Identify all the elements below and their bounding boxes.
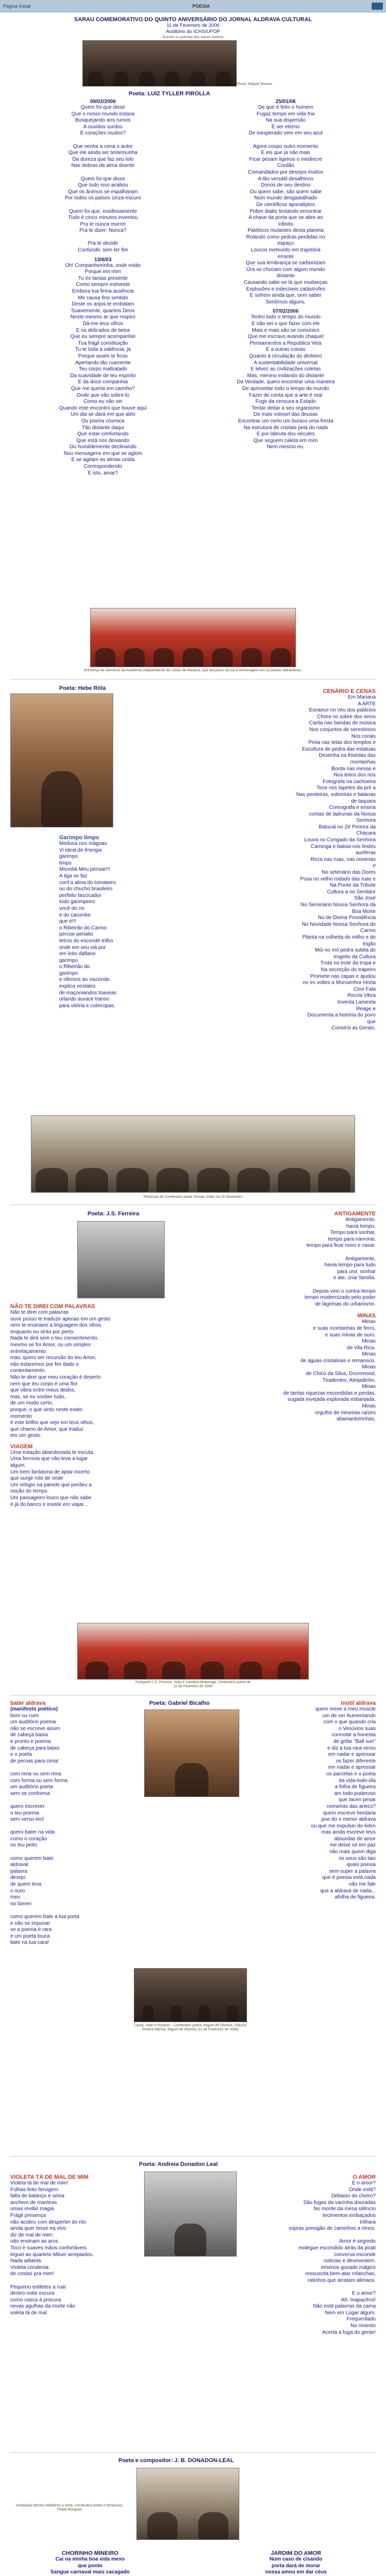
poet-photo-jb <box>136 2468 239 2540</box>
poem-text: Oh! Companheirinha, onde estás Porque em mim Tu és tantas presente Como sempre estiveste Embora tua firma ausência Me causa fino sentido Deste os anjos te embalam Suavemente, quantos Deus Neste mesmo ar que respiro Dá-me teus olhos E os delicados de beira Que eu sempre acompanhei Tua frágil constituição Tu te toda a saliência, já Porque assim te ficou Apertando tão ruamente Teu corpo maltratado Da suavidade de teu espírito E da doce companhia Que me queria em carinho? Onde que não sobre-lo Como eu não sei Quando este encontro que houve aqui Um dia se dará em que aléo Ou poeira cósmica Tão distante daqui Que estar confortando Que está nos deixando Ou humildemente declinando Nou mensagens em que se aglom E se agitam as almas unida Correspondendo É isto, amar? <box>59 262 147 476</box>
poem-o-amor <box>247 2174 376 2442</box>
poet-title-5: Poeta: Andreia Donadon Leal <box>139 2161 218 2167</box>
poem-cenario <box>165 688 376 1111</box>
event-photo <box>82 40 237 87</box>
poem-chorinho <box>10 2550 170 2576</box>
stage-photo <box>77 1623 309 1680</box>
photo-credit: Photo: Raquel Romeo <box>237 82 272 86</box>
poem-title: VIOLETA TÁ DE MAL DE MIM <box>10 2174 89 2180</box>
poem-title: ANTIGAMENTE <box>334 1211 376 1217</box>
poem-text: De que é feito o homem Fugaz tempo em vida fria Na sua dispersão É ser eterno De inesperado vem em seu azul Agora coopo outro momento E eis que já não mais Ficar pesam ligeiros o mediocre Cordão Comandados por desejos muitos A tão versátil desalhinos Donos de seu destino Ou quem sabe, são quem sabe Num mundo desgastalhado De científicos apocalíptos Pobre diabo testando encontrar A chave da porta que se abre ao infinito Patéticos mutantes desta planeta Rolando como pedras perdidas no espaço Loucos meteorito em trajetória errante Que sua lembrança se carbonizam Ora se chocam com algum mundo distante Causando sabe-se lá que mudanças Explosões e indecíveis catástrofes E sofrem ainda que, sem saber Serdímos alguns. <box>243 105 328 305</box>
poet-photo-bicalho <box>144 1709 239 1797</box>
poem-bater-aldrava <box>10 1700 129 2154</box>
logo-icon <box>372 3 383 10</box>
poem-inutil-aldrava <box>252 1700 376 2154</box>
section-label: POESIA <box>192 3 210 9</box>
poem-text: Quem foi que disse Que o nosso mundo estava Busquejando aos rumos A ouvidos surdos E corações mudos? Que venha a cena o autor Que ele ainda ser testemunha Da dureza que faz seu lolo Nas dobras da alma doente Quem foi que disse Que tudo isso acabou Que os ânimos se espalharam Por todos os países cinza-escuro Quem foi que, insidiosamente Tudo é cinco minutos inventou Pra te nunca morrer Pra te dizer: Nunca? Pra te decidir Confundir, sem ter fim <box>65 105 141 253</box>
poem-date: 09/02/2006 <box>90 99 116 105</box>
poem-nao-te-direi <box>10 1303 170 1613</box>
divider <box>10 2452 376 2453</box>
page-title: SARAU COMEMORATIVO DO QUINTO ANIVERSÁRIO DO JORNAL ALDRAVA CULTURAL <box>74 16 312 23</box>
photo-caption: Instalação Minsen Mulheres a Vinte, Centenário poeta e Reskouss, Thank Ronquim <box>15 2504 124 2512</box>
poem-antigamente <box>216 1211 376 1602</box>
photo-caption: Presença de Centenário poeta Servas Uniko na 16 Novembro <box>143 1195 243 1199</box>
poem-text: Tenho todo o tempo do mundo E não sei o que fazer com ele Mais e mais são se comunico Que me escravo avando chaquel Pensamentos a Republica Veia E a outras coisas Quanto à circulação do dinheiro A sustentabilidade universal E lelvez as civilizações coletas Mas, menino exilando do distante Da Verdade, quero encontrar uma maneira De aproveitar todo o tempo do mundo Fazer de conta que a arte é real Fugir da censura a Estado Tentar deitar a seu organismo De mais volosel das deusas Encontrar um certo um buraco uma fresta Na estrutura de cristais pela do nada E por labruta dos sécules Que seguem caleta em mim Nem mesmo eu. <box>236 314 335 450</box>
divider <box>10 1695 376 1696</box>
poem-text: Uma estação abandonada te escuta. Uma ferrovia que não leva a lugar algum. Um trem fantasma de aptar incerto que surge rolo de onde Um relógio na parede que perdeu a noção do tempo. Um passageiro louco que não sabe é já do banco e insiste em viajar... <box>10 1449 95 1507</box>
poem-title: inútil aldrava <box>341 1700 376 1706</box>
poem-text: Em Mariana A ARTE Esvaece no véu dos palácios Chora no sobre dos sinos Canta nas bandas de música Nos conjuntos de seresteiros Nos corais Pinta nas telas dos templos e Escultura de pedra das estatuas Desenha na frisédas das montanhas Borda nas mesas e Nos leitos dos rios Fotografa na cachoeira Tece nos tapetes da pré a Nas penteiras, sobreiras e balanas de taquara Coreografa e ensina contas de ladrunas da Nossa Senhora Batucai no Zé Pereira da Chácara Louva no Congado da Senhora Caminga e baloia nos festes auriferas Reza nas ruas, nas novenas e No setenário das Dores Posa no velho rodado das ruas e Na Ponte da Tribute Cultura a no Sentidor São José No Seminário Nossa Senhora da Boa Morte No de Divina Providência No Novidade Nossa Senhora do Carmo Planta na colheita do milho e do trigão Mói no mó pedra subita do engeito da Cultura Trota no trote da tropa e Na secreção do trapeiro Promete nas capas e ajudou no es voltes a Monsenhor Horta Cine Fala Recria Vibra Inventa Lamenta Reage e Documenta a história do povo que Constrói as Gerais. <box>296 694 376 1031</box>
poem-text: E o amor? Onde está? Debaixo do cheiro? São fugaz da vacinha douradas No monte da mesa silêncio tecimentos embaçados trilhara sopras presigão de caminhos a rimos. Amor é segredo molegue escondido atrás da pirati conversa esconde noticias e desesesiem. emenos gozado mágico ressuscita bem-atar rolanchas, ratinhos que arratam alimaos. E o amor? Ah. Inapacéroi! Não está palavras da cama Nem em Lúgar algum. Frequentado No rimento Acerta a fuga do gente! <box>289 2180 376 2335</box>
event-date: 11 de Fevereiro de 2006 <box>166 23 220 28</box>
poem-title: bater aldrava <box>10 1700 46 1706</box>
poem-date: 13/6/03 <box>94 257 112 263</box>
photo-caption: Fotógrafo J.S. Ferreira, João e Carolina Alvarenga, Centenário poeta de 11 de Fevereiro de 2006 <box>135 1681 251 1689</box>
academy-photo <box>90 608 296 667</box>
poet-photo-hebe <box>10 693 113 827</box>
poem-title: O AMOR <box>353 2174 376 2180</box>
poet-photo-ferreira <box>77 1221 165 1298</box>
site-logo[interactable] <box>372 3 383 10</box>
poem-text: Antigamente, havia tempo. Tempo para sonhar, tempo para namorar, tempo para ficar novo e casar. Antigamente, havia tempo para tudo para unir, sonhar e ate, criar família. Depois veio o contra-tempo tempo modernizado pelo poder de lágrimas do urbanismo. <box>304 1217 376 1307</box>
top-bar <box>0 0 386 12</box>
poet-title-6: Poeta e compositor: J. B. DONADON-LEAL <box>118 2458 234 2464</box>
photo-caption: Presença de membros da Academia Independente do Letras de Mariana, que lançaram na lua à homenagem em os poetas aldravianos. <box>84 669 302 672</box>
poet-photo-andreia <box>144 2172 237 2257</box>
home-link[interactable]: Página Inicial <box>3 3 31 9</box>
poem-title: Garimpo limpo <box>59 835 99 841</box>
poem-text: Medusa nos mágoas Vi ideal de ênergia garimpo limpo Monoliá Meu pensar!!! A tiga se faz conf a alma do tomateiro ou do chucho brasileiro perfeito fascicador todo garimpeiro você do rio e do carumbe que é!!! o Ribeirão do Carmo percoe perialio tetros do escondé-trilho onde em seu viá por em leito dálfano garimpo o Ribeirão do garimpo e oferece ao viscondo explica vestales de maçoniandos toaveas orlando aurace transo para vitória e coleiropas. <box>59 841 117 1009</box>
poem-jardim <box>216 2550 376 2576</box>
poem-text: Violeta tá de mal de mim! Folhas feito fervigem falta de balanço e seiva anchem de manteas umas revibir magia. Frágil presença não acobru com desperter do rito ainda quer tesse eq vivo diz de mal de mim: não ensinam as aros Toco e suaves mãos confortáveis. leguei ao quarteto Miluei arrepiados. Nada adianta. Violeta condenia: de costas pra mim! Pequeno estiletes a ruar dentro noite escura como casca à procura nevas agulhas da morte não voleta tá de mal. <box>10 2180 94 2316</box>
poem-title: JARDIM DO AMOR <box>271 2550 321 2556</box>
poet-title-1: Poeta: LUIZ TYLLER PIROLLA <box>129 91 210 97</box>
poem-title: NÃO TE DIREI COM PALAVRAS <box>10 1303 95 1310</box>
poem-subtitle: (manifesto poético) <box>10 1706 58 1712</box>
poem-title: MINAS <box>357 1313 376 1319</box>
authors-link[interactable]: Acesse os poemas dos outros autores <box>162 35 224 39</box>
poem-text: Não te direi com palavras ouvir posso te traduzir apenas em um gesto nem te ensinarei a linguagem dos olhos enquanto eu sinto por perto. Nada te dirá sem o teu consentimento. mesmo se for Amor, ou um simples entrelaçamento. mas, quero ser recursão do teu Amor, não estaremos por fim dado o contentamento. Não te direi que meu coração é deserto nem que teu corpo é uma flor que vibra entre meus dedos, mas, se eu souber tudo, de um modo certo, porque, o que sinto neste exato momento é este brilho que vejo em teus olhos, que chamo de Amor, que traduz em um gesto. <box>10 1310 111 1439</box>
masthead <box>0 12 386 39</box>
poem-date: 07/02/2006 <box>272 309 299 315</box>
poem-text: Num caso de cisando porta dará de morar nossa amou em dar céus <box>265 2556 327 2575</box>
poem-text: quem mexe a meu muscle um de ser Aumentando com o que quando cria o Vesúvios suas connotar a honesta de grifar "Ball sun" e diz a tua rara verso em nadar e apressar os fazer diferente em nadar e apressar os parcelas e o poeta da vida-todo-dia a folha de figueira am todo poderoso que tacen pesar nomeiras das ariecs? quem escreve herdaria poe do o menor aldrava ou que me expulsei do éden mas ainda escreve teus absurdas de amor me deixe só em paz não mais quem diga os seus são tais quais poesia sem super a palavra que é poesia está nada não me fale que a aldrava de nada... afolha de figueira. <box>311 1706 376 1901</box>
poem-title: CENÁRIO E CENAS <box>323 688 376 694</box>
poet-title-2: Poeta: Hebe Rôla <box>59 685 106 691</box>
divider <box>10 679 376 680</box>
poem-text: Minas e suas montanhas de ferro, e suas minas de ouro. Minas de Vila Rica. Minas de águas cristalinas e remansos. Minas de Chico da Silva, Drummond, Tiradentes, Aleijadinho. Minas de tantas riquezas escondidas e perdas, sugada invejada explorada esbanjada. Minas orgulho de mineiras raízes altamanteirinhas. <box>283 1319 376 1422</box>
poem-column-right <box>196 99 376 604</box>
audience-photo <box>31 1115 355 1193</box>
poem-title: VIAGEM <box>10 1443 33 1450</box>
poem-column-left <box>10 99 196 604</box>
divider <box>10 2156 376 2157</box>
poem-text: Cai na minha boa vida mexo que ponto Sangue carnaval mais cacagado <box>50 2556 130 2575</box>
poem-title: CHORINHO MINEIRO <box>62 2550 118 2556</box>
poet-title-4: Poeta: Gabriel Bicalho <box>149 1700 210 1706</box>
photo-caption: Laura, João e Rosário – Centenário poeta, Miguel de Oliveira, Gláucio Pereira Márcia, Miguel de Oliveira (11 de Fevereiro de 2006) <box>134 2024 247 2032</box>
poem-garimpo <box>59 835 162 1097</box>
poem-text: bom ou ruim um auditório poema não se escreve assim de cabeça baixa e pronto e poema de cabeça para baixo e o poeta de pernas para cima! com rima ou sem rima com forma ou sem forma um auditório poeta sem se conforma quero escrever o teu poema sem verso-tecl quero bater na vida como o coração no teu peito como querem bate aldraval palavra desejo de quem leva o ouro meu no lúmen como querem bate a tua porta e não se impunar se a poesia é rara e um poeta louca bate na tua cara! <box>10 1713 79 1946</box>
event-place: Auditório do ICHS/UFOP <box>166 29 220 35</box>
poet-title-3: Poeta: J.S. Ferreira <box>87 1211 139 1217</box>
poem-date: 25/01/06 <box>275 99 296 105</box>
reading-photo <box>134 1968 247 2022</box>
poem-violeta <box>10 2174 144 2442</box>
